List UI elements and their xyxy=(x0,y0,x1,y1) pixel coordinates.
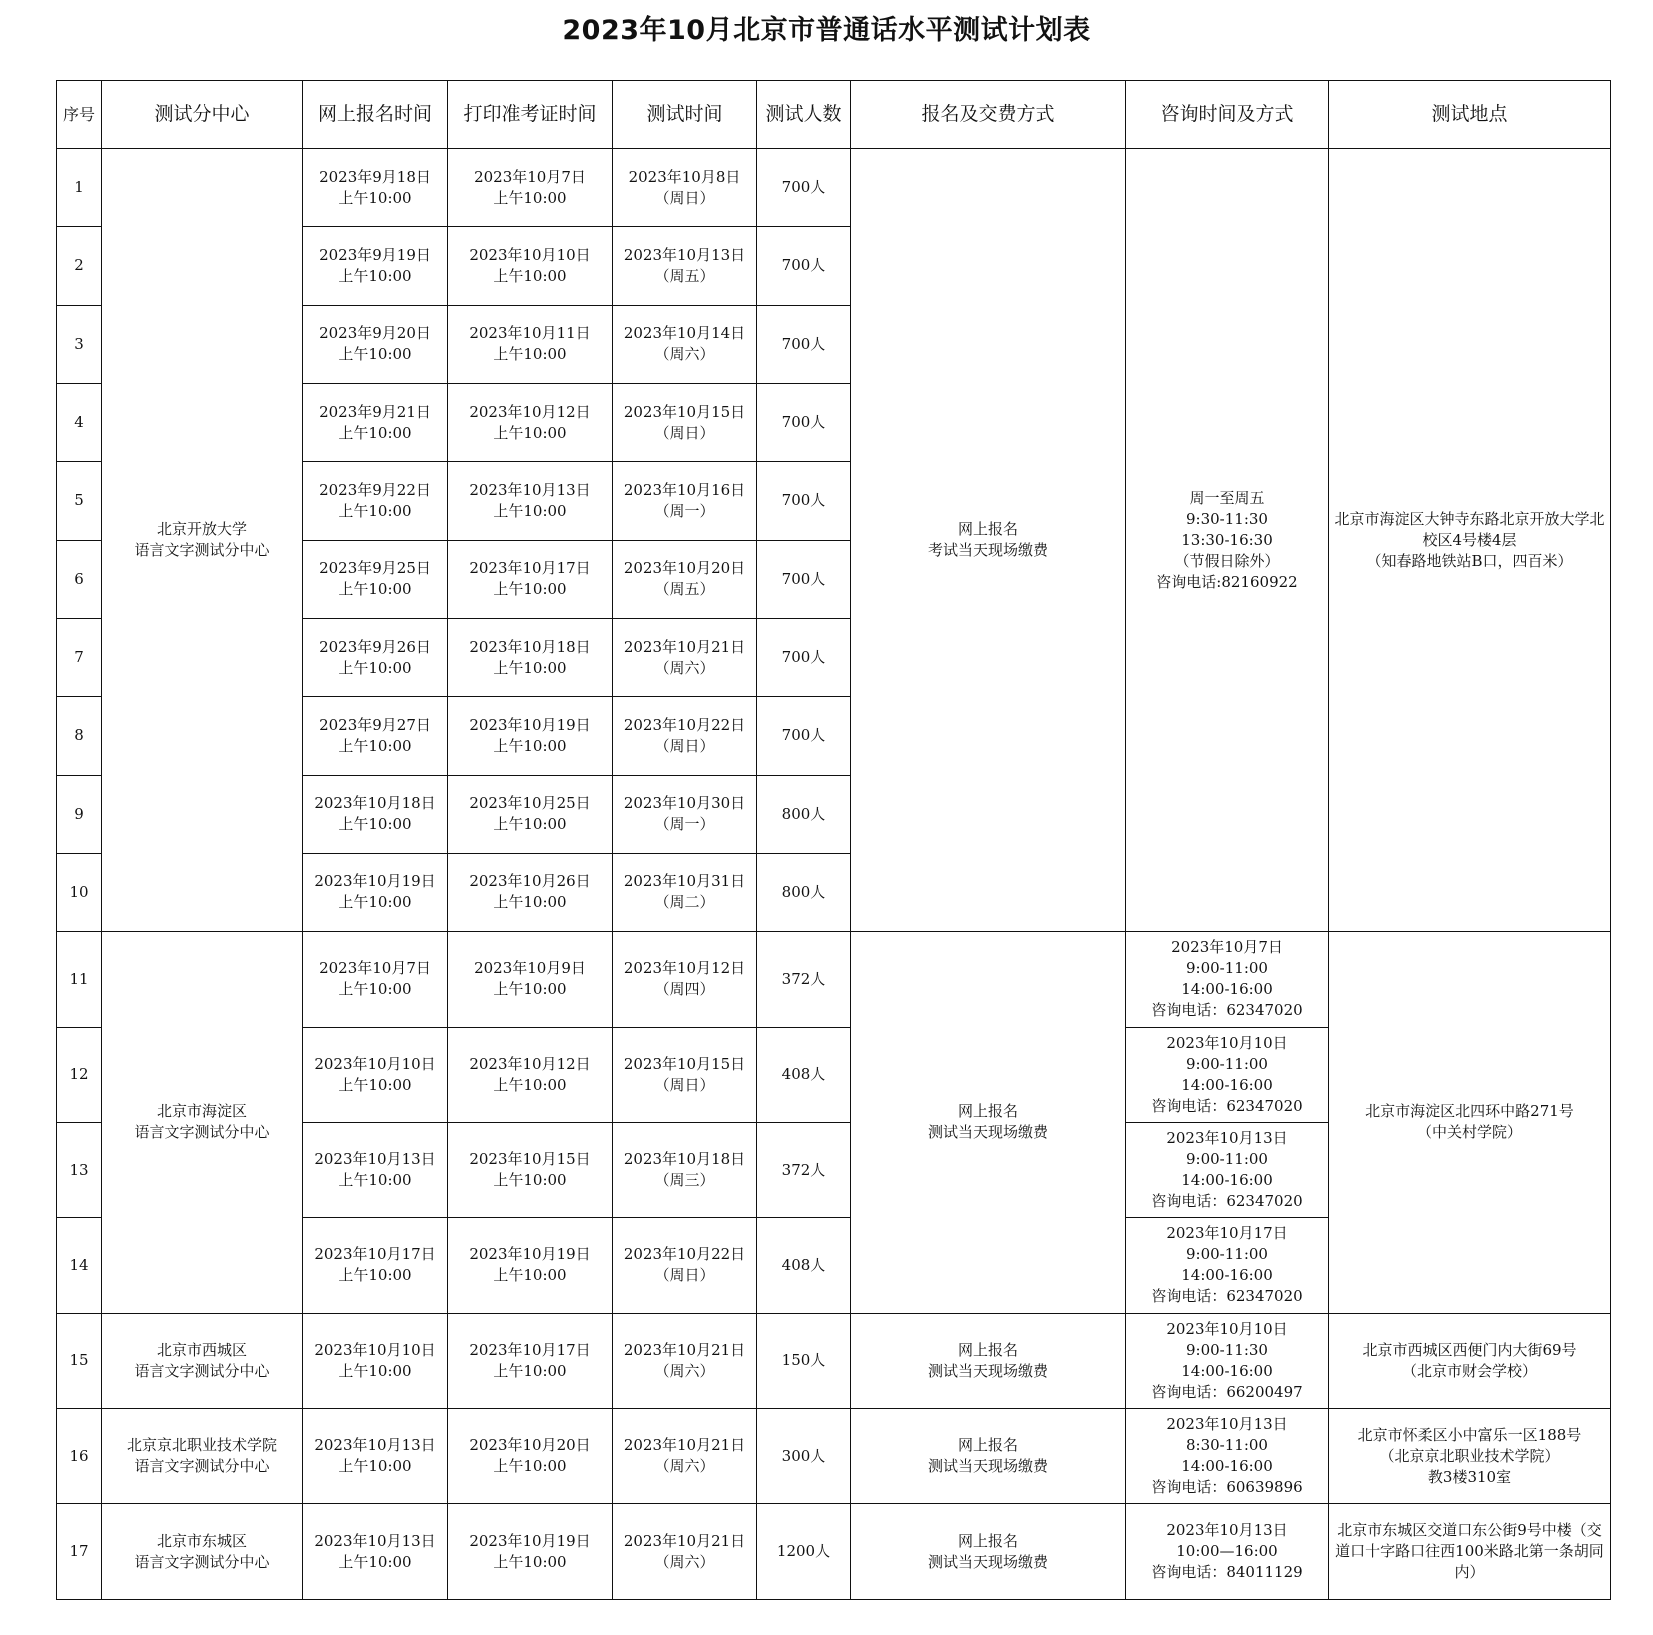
test-cell: 2023年10月8日 （周日） xyxy=(613,149,757,227)
header-row xyxy=(57,81,1611,149)
test-cell: 2023年10月14日 （周六） xyxy=(613,305,757,383)
center-cell: 北京开放大学 语言文字测试分中心 xyxy=(102,149,303,932)
payment-cell: 网上报名 考试当天现场缴费 xyxy=(851,149,1126,932)
print-cell: 2023年10月15日 上午10:00 xyxy=(448,1122,613,1217)
page-title: 2023年10月北京市普通话水平测试计划表 xyxy=(562,15,1091,46)
print-cell: 2023年10月17日 上午10:00 xyxy=(448,1313,613,1408)
count-cell: 700人 xyxy=(757,697,851,775)
seq-cell: 6 xyxy=(57,540,102,618)
header-consult: 咨询时间及方式 xyxy=(1126,81,1329,149)
consult-cell: 2023年10月10日 9:00-11:30 14:00-16:00 咨询电话：66200497 xyxy=(1126,1313,1329,1408)
header-test: 测试时间 xyxy=(613,81,757,149)
header-print: 打印准考证时间 xyxy=(448,81,613,149)
print-cell: 2023年10月10日 上午10:00 xyxy=(448,227,613,305)
header-count: 测试人数 xyxy=(757,81,851,149)
test-cell: 2023年10月20日 （周五） xyxy=(613,540,757,618)
print-cell: 2023年10月17日 上午10:00 xyxy=(448,540,613,618)
location-cell: 北京市海淀区北四环中路271号 （中关村学院） xyxy=(1329,932,1611,1314)
register-cell: 2023年9月21日 上午10:00 xyxy=(303,383,448,461)
seq-cell: 5 xyxy=(57,462,102,540)
register-cell: 2023年9月26日 上午10:00 xyxy=(303,618,448,696)
count-cell: 372人 xyxy=(757,1122,851,1217)
register-cell: 2023年10月18日 上午10:00 xyxy=(303,775,448,853)
count-cell: 700人 xyxy=(757,383,851,461)
payment-cell: 网上报名 测试当天现场缴费 xyxy=(851,1313,1126,1408)
register-cell: 2023年10月19日 上午10:00 xyxy=(303,853,448,931)
test-cell: 2023年10月12日 （周四） xyxy=(613,932,757,1027)
test-cell: 2023年10月13日 （周五） xyxy=(613,227,757,305)
count-cell: 700人 xyxy=(757,149,851,227)
test-cell: 2023年10月21日 （周六） xyxy=(613,1409,757,1504)
register-cell: 2023年9月19日 上午10:00 xyxy=(303,227,448,305)
register-cell: 2023年9月18日 上午10:00 xyxy=(303,149,448,227)
print-cell: 2023年10月20日 上午10:00 xyxy=(448,1409,613,1504)
consult-cell: 2023年10月13日 10:00—16:00 咨询电话：84011129 xyxy=(1126,1504,1329,1600)
count-cell: 700人 xyxy=(757,305,851,383)
header-seq: 序号 xyxy=(57,81,102,149)
register-cell: 2023年10月17日 上午10:00 xyxy=(303,1218,448,1313)
count-cell: 800人 xyxy=(757,775,851,853)
register-cell: 2023年10月10日 上午10:00 xyxy=(303,1313,448,1408)
seq-cell: 15 xyxy=(57,1313,102,1408)
count-cell: 300人 xyxy=(757,1409,851,1504)
seq-cell: 17 xyxy=(57,1504,102,1600)
register-cell: 2023年9月20日 上午10:00 xyxy=(303,305,448,383)
consult-cell: 2023年10月13日 8:30-11:00 14:00-16:00 咨询电话：60639896 xyxy=(1126,1409,1329,1504)
seq-cell: 9 xyxy=(57,775,102,853)
test-cell: 2023年10月21日 （周六） xyxy=(613,618,757,696)
print-cell: 2023年10月18日 上午10:00 xyxy=(448,618,613,696)
print-cell: 2023年10月25日 上午10:00 xyxy=(448,775,613,853)
register-cell: 2023年10月7日 上午10:00 xyxy=(303,932,448,1027)
print-cell: 2023年10月19日 上午10:00 xyxy=(448,697,613,775)
location-cell: 北京市海淀区大钟寺东路北京开放大学北校区4号楼4层 （知春路地铁站B口，四百米） xyxy=(1329,149,1611,932)
seq-cell: 13 xyxy=(57,1122,102,1217)
test-cell: 2023年10月22日 （周日） xyxy=(613,1218,757,1313)
seq-cell: 7 xyxy=(57,618,102,696)
location-cell: 北京市东城区交道口东公街9号中楼（交道口十字路口往西100米路北第一条胡同内） xyxy=(1329,1504,1611,1600)
test-cell: 2023年10月15日 （周日） xyxy=(613,1027,757,1122)
consult-cell: 2023年10月13日 9:00-11:00 14:00-16:00 咨询电话：62347020 xyxy=(1126,1122,1329,1217)
table-row xyxy=(57,1504,1611,1600)
count-cell: 1200人 xyxy=(757,1504,851,1600)
print-cell: 2023年10月9日 上午10:00 xyxy=(448,932,613,1027)
print-cell: 2023年10月11日 上午10:00 xyxy=(448,305,613,383)
seq-cell: 16 xyxy=(57,1409,102,1504)
test-cell: 2023年10月18日 （周三） xyxy=(613,1122,757,1217)
register-cell: 2023年10月10日 上午10:00 xyxy=(303,1027,448,1122)
payment-cell: 网上报名 测试当天现场缴费 xyxy=(851,1504,1126,1600)
location-cell: 北京市西城区西便门内大街69号 （北京市财会学校） xyxy=(1329,1313,1611,1408)
consult-cell: 2023年10月7日 9:00-11:00 14:00-16:00 咨询电话：62347020 xyxy=(1126,932,1329,1027)
center-cell: 北京京北职业技术学院 语言文字测试分中心 xyxy=(102,1409,303,1504)
seq-cell: 4 xyxy=(57,383,102,461)
seq-cell: 14 xyxy=(57,1218,102,1313)
register-cell: 2023年9月25日 上午10:00 xyxy=(303,540,448,618)
count-cell: 408人 xyxy=(757,1218,851,1313)
count-cell: 800人 xyxy=(757,853,851,931)
center-cell: 北京市海淀区 语言文字测试分中心 xyxy=(102,932,303,1314)
count-cell: 372人 xyxy=(757,932,851,1027)
seq-cell: 12 xyxy=(57,1027,102,1122)
test-cell: 2023年10月30日 （周一） xyxy=(613,775,757,853)
test-cell: 2023年10月21日 （周六） xyxy=(613,1313,757,1408)
print-cell: 2023年10月12日 上午10:00 xyxy=(448,383,613,461)
header-location: 测试地点 xyxy=(1329,81,1611,149)
count-cell: 408人 xyxy=(757,1027,851,1122)
header-payment: 报名及交费方式 xyxy=(851,81,1126,149)
print-cell: 2023年10月12日 上午10:00 xyxy=(448,1027,613,1122)
register-cell: 2023年10月13日 上午10:00 xyxy=(303,1504,448,1600)
print-cell: 2023年10月7日 上午10:00 xyxy=(448,149,613,227)
count-cell: 700人 xyxy=(757,462,851,540)
test-cell: 2023年10月31日 （周二） xyxy=(613,853,757,931)
payment-cell: 网上报名 测试当天现场缴费 xyxy=(851,932,1126,1314)
seq-cell: 8 xyxy=(57,697,102,775)
consult-cell: 2023年10月10日 9:00-11:00 14:00-16:00 咨询电话：62347020 xyxy=(1126,1027,1329,1122)
consult-cell: 2023年10月17日 9:00-11:00 14:00-16:00 咨询电话：62347020 xyxy=(1126,1218,1329,1313)
seq-cell: 3 xyxy=(57,305,102,383)
register-cell: 2023年10月13日 上午10:00 xyxy=(303,1122,448,1217)
count-cell: 700人 xyxy=(757,540,851,618)
consult-cell: 周一至周五 9:30-11:30 13:30-16:30 （节假日除外） 咨询电话:82160922 xyxy=(1126,149,1329,932)
test-cell: 2023年10月15日 （周日） xyxy=(613,383,757,461)
print-cell: 2023年10月26日 上午10:00 xyxy=(448,853,613,931)
location-cell: 北京市怀柔区小中富乐一区188号 （北京京北职业技术学院） 教3楼310室 xyxy=(1329,1409,1611,1504)
seq-cell: 10 xyxy=(57,853,102,931)
count-cell: 700人 xyxy=(757,618,851,696)
print-cell: 2023年10月19日 上午10:00 xyxy=(448,1504,613,1600)
table-row xyxy=(57,932,1611,1027)
table-row xyxy=(57,1409,1611,1504)
seq-cell: 2 xyxy=(57,227,102,305)
print-cell: 2023年10月13日 上午10:00 xyxy=(448,462,613,540)
center-cell: 北京市西城区 语言文字测试分中心 xyxy=(102,1313,303,1408)
payment-cell: 网上报名 测试当天现场缴费 xyxy=(851,1409,1126,1504)
test-cell: 2023年10月16日 （周一） xyxy=(613,462,757,540)
count-cell: 150人 xyxy=(757,1313,851,1408)
schedule-table xyxy=(56,80,1611,1600)
register-cell: 2023年10月13日 上午10:00 xyxy=(303,1409,448,1504)
count-cell: 700人 xyxy=(757,227,851,305)
seq-cell: 1 xyxy=(57,149,102,227)
center-cell: 北京市东城区 语言文字测试分中心 xyxy=(102,1504,303,1600)
header-center: 测试分中心 xyxy=(102,81,303,149)
print-cell: 2023年10月19日 上午10:00 xyxy=(448,1218,613,1313)
table-row xyxy=(57,1313,1611,1408)
header-register: 网上报名时间 xyxy=(303,81,448,149)
seq-cell: 11 xyxy=(57,932,102,1027)
test-cell: 2023年10月22日 （周日） xyxy=(613,697,757,775)
table-row xyxy=(57,149,1611,227)
register-cell: 2023年9月27日 上午10:00 xyxy=(303,697,448,775)
test-cell: 2023年10月21日 （周六） xyxy=(613,1504,757,1600)
register-cell: 2023年9月22日 上午10:00 xyxy=(303,462,448,540)
